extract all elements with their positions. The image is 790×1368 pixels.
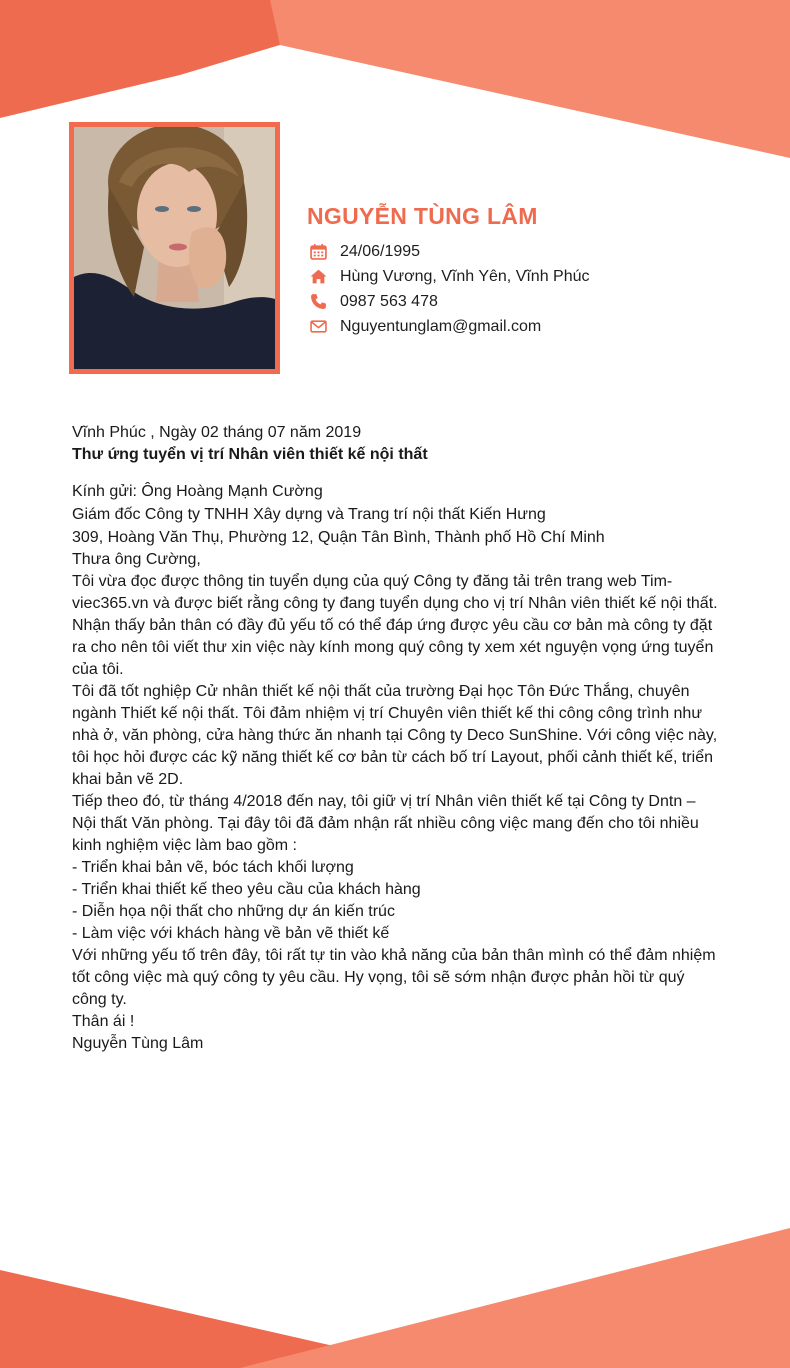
phone-text: 0987 563 478	[340, 292, 438, 310]
bullet-item: - Làm việc với khách hàng về bản vẽ thiết kế	[72, 925, 390, 942]
profile-photo-frame	[69, 122, 280, 374]
contact-info	[308, 239, 590, 339]
salutation: Thưa ông Cường,	[72, 551, 201, 568]
contact-birthdate	[308, 239, 590, 264]
recipient-line: Giám đốc Công ty TNHH Xây dựng và Trang trí nội thất Kiến Hưng	[72, 506, 546, 523]
bullet-item: - Triển khai bản vẽ, bóc tách khối lượng	[72, 859, 354, 876]
bottom-decoration	[0, 1218, 790, 1368]
letter-title: Thư ứng tuyển vị trí Nhân viên thiết kế nội thất	[72, 446, 428, 463]
envelope-icon	[308, 318, 328, 336]
place-date: Vĩnh Phúc , Ngày 02 tháng 07 năm 2019	[72, 424, 362, 441]
conclusion: Với những yếu tố trên đây, tôi rất tự tin vào khả năng của bản thân mình có thể đảm nhiệm tốt công việc mà quý công ty yêu cầu. Hy vọng, tôi sẽ sớm nhận được phản hồi từ quý công ty.	[72, 947, 716, 1008]
email-text: Nguyentunglam@gmail.com	[340, 317, 542, 335]
home-icon	[308, 268, 328, 286]
signature: Nguyễn Tùng Lâm	[72, 1035, 204, 1052]
candidate-name: NGUYỄN TÙNG LÂM	[307, 203, 538, 229]
paragraph: Tôi đã tốt nghiệp Cử nhân thiết kế nội thất của trường Đại học Tôn Đức Thắng, chuyên ngành Thiết kế nội thất. Tôi đảm nhiệm vị trí Chuyên viên thiết kế thi công công trình như nhà ở, văn phòng, cửa hàng thức ăn nhanh tại Công ty Deco SunShine. Với công việc này, tôi học hỏi được các kỹ năng thiết kế cơ bản từ cách bố trí Layout, phối cảnh thiết kế, triển khai bản vẽ 2D.	[72, 683, 718, 788]
closing: Thân ái !	[72, 1013, 135, 1030]
profile-photo	[74, 127, 275, 369]
recipient-block	[72, 480, 720, 549]
contact-phone	[308, 289, 590, 314]
address-text: Hùng Vương, Vĩnh Yên, Vĩnh Phúc	[340, 267, 590, 285]
contact-address	[308, 264, 590, 289]
birthdate-text: 24/06/1995	[340, 242, 421, 260]
contact-email	[308, 314, 590, 339]
bullet-item: - Triển khai thiết kế theo yêu cầu của khách hàng	[72, 881, 421, 898]
bullet-item: - Diễn họa nội thất cho những dự án kiến trúc	[72, 903, 395, 920]
recipient-line: 309, Hoàng Văn Thụ, Phường 12, Quận Tân Bình, Thành phố Hồ Chí Minh	[72, 529, 605, 546]
recipient-line: Kính gửi: Ông Hoàng Mạnh Cường	[72, 483, 323, 500]
phone-icon	[308, 293, 328, 311]
calendar-icon	[308, 243, 328, 261]
cover-letter	[72, 422, 720, 1055]
paragraph: Tôi vừa đọc được thông tin tuyển dụng của quý Công ty đăng tải trên trang web Tim-viec365.vn và được biết rằng công ty đang tuyển dụng cho vị trí Nhân viên thiết kế nội thất. Nhận thấy bản thân có đầy đủ yếu tố có thể đáp ứng được yêu cầu cơ bản mà công ty đặt ra cho nên tôi viết thư xin việc này kính mong quý công ty xem xét nguyện vọng ứng tuyển của tôi.	[72, 573, 718, 678]
paragraph: Tiếp theo đó, từ tháng 4/2018 đến nay, tôi giữ vị trí Nhân viên thiết kế tại Công ty Dntn – Nội thất Văn phòng. Tại đây tôi đã đảm nhận rất nhiều công việc mang đến cho tôi nhiều kinh nghiệm việc làm bao gồm :	[72, 793, 699, 854]
